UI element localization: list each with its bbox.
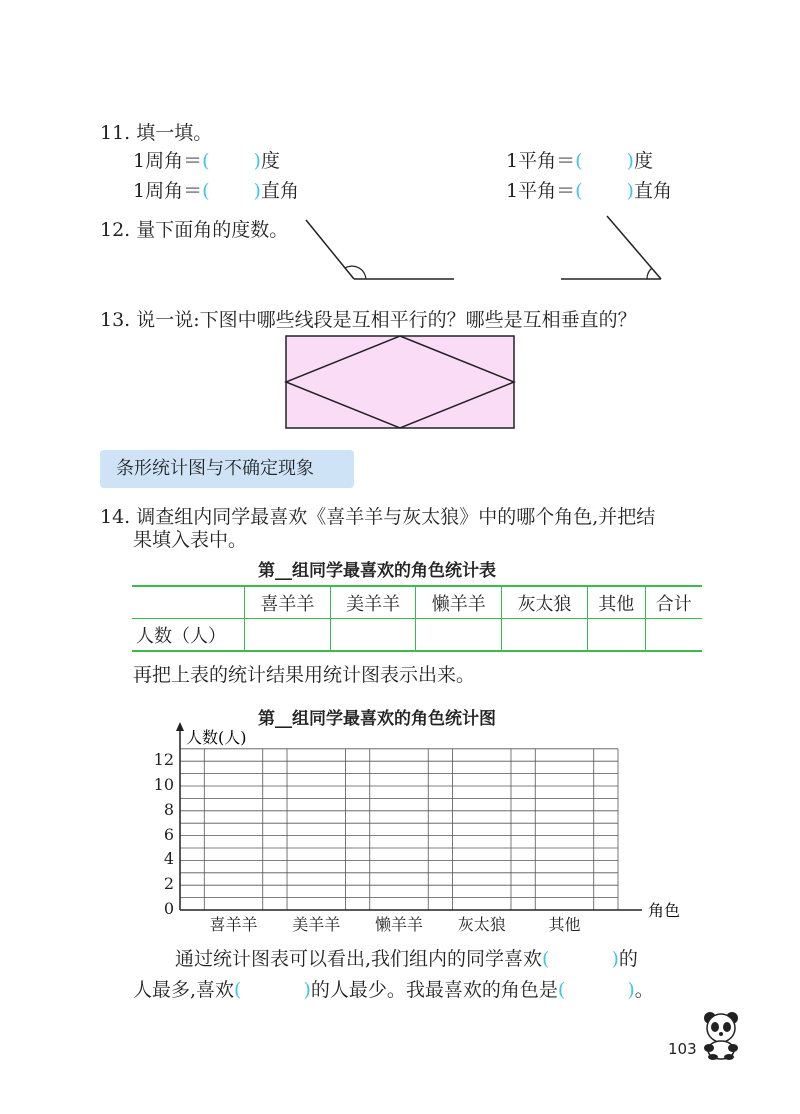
- angle-figure-2: [555, 212, 675, 287]
- table-header-cell: 灰太狼: [502, 586, 588, 619]
- table-blank-cell[interactable]: [502, 619, 588, 652]
- table-header-cell: 其他: [587, 586, 645, 619]
- bar-chart: [130, 722, 690, 932]
- q11-row2-left: 1周角＝( )直角: [133, 180, 299, 202]
- table-header-cell: 合计: [645, 586, 702, 619]
- q12-title: 12. 量下面角的度数。: [100, 219, 289, 241]
- table-blank-cell[interactable]: [645, 619, 702, 652]
- table-blank-cell[interactable]: [416, 619, 502, 652]
- table-header-cell: 懒羊羊: [416, 586, 502, 619]
- table-header-row: [132, 586, 702, 619]
- table-header-cell: [132, 586, 245, 619]
- q14-line1: 14. 调查组内同学最喜欢《喜羊羊与灰太狼》中的哪个角色,并把结: [100, 506, 656, 528]
- y-tick-label: 8: [163, 799, 174, 819]
- chart-instruction: 再把上表的统计结果用统计图表示出来。: [133, 664, 476, 686]
- q11-title: 11. 填一填。: [100, 122, 213, 144]
- panda-icon: [700, 1010, 742, 1060]
- page-number: 103: [668, 1040, 697, 1058]
- chart-title: 第__组同学最喜欢的角色统计图: [258, 709, 496, 729]
- statistics-table: [132, 585, 702, 652]
- table-blank-cell[interactable]: [330, 619, 416, 652]
- y-tick-label: 2: [163, 874, 174, 894]
- x-axis-label: 角色: [648, 901, 681, 920]
- q13-title: 13. 说一说:下图中哪些线段是互相平行的？哪些是互相垂直的？: [100, 309, 637, 331]
- y-axis-label: 人数(人): [186, 728, 247, 747]
- y-tick-label: 12: [153, 750, 174, 770]
- x-category-label: 懒羊羊: [374, 915, 423, 934]
- y-tick-label: 4: [163, 849, 174, 869]
- table-title: 第__组同学最喜欢的角色统计表: [258, 561, 496, 581]
- conclusion-line1: 通过统计图表可以看出,我们组内的同学喜欢( )的: [175, 948, 638, 970]
- q14-line2: 果填入表中。: [133, 529, 248, 551]
- angle-figure-1: [290, 212, 470, 287]
- section-label: 条形统计图与不确定现象: [100, 450, 354, 488]
- x-category-label: 其他: [548, 915, 581, 934]
- y-tick-label: 0: [163, 899, 174, 918]
- y-tick-label: 10: [153, 775, 174, 794]
- x-category-label: 灰太狼: [457, 915, 506, 934]
- q11-row1-right: 1平角＝( )度: [506, 150, 653, 172]
- q11-row1-left: 1周角＝( )度: [133, 150, 280, 172]
- y-tick-label: 6: [163, 824, 174, 844]
- y-axis-arrow-icon: [176, 722, 184, 731]
- x-category-label: 喜羊羊: [209, 915, 258, 934]
- x-category-label: 美羊羊: [292, 915, 341, 934]
- table-blank-cell[interactable]: [587, 619, 645, 652]
- q11-row2-right: 1平角＝( )直角: [506, 180, 672, 202]
- table-blank-cell[interactable]: [245, 619, 331, 652]
- table-row-label: 人数（人）: [132, 619, 245, 652]
- table-header-cell: 喜羊羊: [245, 586, 331, 619]
- rectangle-rhombus-figure: [284, 334, 516, 430]
- conclusion-line2: 人最多,喜欢( )的人最少。我最喜欢的角色是( )。: [133, 979, 654, 1001]
- table-data-row: [132, 619, 702, 652]
- table-header-cell: 美羊羊: [330, 586, 416, 619]
